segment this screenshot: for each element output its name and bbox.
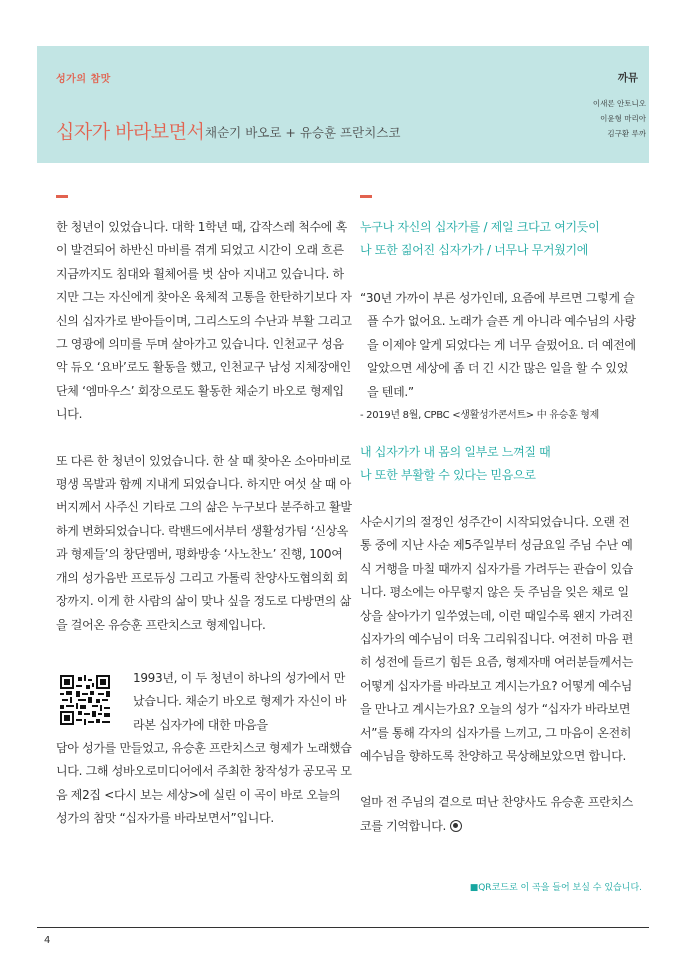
page-subtitle: 채순기 바오로 + 유승훈 프란치스코 — [205, 125, 401, 140]
header-banner — [37, 46, 649, 163]
lyric-excerpt-1 — [360, 216, 636, 263]
lyric-line: 나 또한 짊어진 십자가가 / 너무나 무거웠기에 — [360, 243, 589, 258]
credit-name: 이새론 안토니오 — [592, 99, 646, 108]
credits — [593, 96, 646, 141]
right-column-marker — [360, 195, 372, 198]
body-paragraph: 한 청년이 있었습니다. 대학 1학년 때, 갑작스레 척수에 혹이 발견되어 하반신 마비를 겪게 되었고 시간이 오래 흐른 지금까지도 침대와 휠체어를 벗 삼아 지내고 있습니다. 하지만 그는 자신에게 찾아온 육체적 고통을 한탄하기보다 자신의 십자가로 받아들이며, 그리스도의 수난과 부활 그리고 그 영광에 의미를 두며 살아가고 있습니다. 인천교구 성음악 듀오 ‘요바’로도 활동을 했고, 인천교구 남성 지체장애인단체 ‘엠마우스’ 회장으로도 활동한 채순기 바오로 형제입니다. — [56, 220, 352, 422]
ornament-icon — [450, 820, 462, 832]
lyric-line: 누구나 자신의 십자가를 / 제일 크다고 여기듯이 — [360, 220, 600, 234]
page-number: 4 — [44, 935, 51, 946]
left-column — [56, 216, 353, 637]
body-paragraph: 또 다른 한 청년이 있었습니다. 한 살 때 찾아온 소아마비로 평생 목발과 함께 지내게 되었습니다. 하지만 여섯 살 때 아버지께서 사주신 기타로 그의 삶은 누구보다 분주하고 활발하게 변화되었습니다. 락밴드에서부터 생활성가팀 ‘신상옥과 형제들’의 창단멤버, 평화방송 ‘사노찬노’ 진행, 100여 개의 성가음반 프로듀싱 그리고 가톨릭 찬양사도협의회 회장까지. 이게 한 사람의 삶이 맞나 싶을 정도로 다방면의 삶을 걸어온 유승훈 프란치스코 형제입니다. — [56, 453, 352, 632]
body-paragraph: 사순시기의 절정인 성주간이 시작되었습니다. 오랜 전통 중에 지난 사순 제5주일부터 성금요일 주님 수난 예식 거행을 마칠 때까지 십자가를 가려두는 관습이 있습니다. 평소에는 아무렇지 않은 듯 주님을 잊은 채로 일상을 살아가기 일쑤였는데, 이런 때일수록 왠지 가려진 십자가의 예수님이 더욱 그리워집니다. 여전히 마음 편히 성전에 들르기 힘든 요즘, 형제자매 여러분들께서는 어떻게 십자가를 바라보고 계시는가요? 어떻게 예수님을 만나고 계시는가요? 오늘의 성가 “십자가 바라보면서”를 통해 각자의 십자가를 느끼고, 그 마음이 온전히 예수님을 향하도록 찬양하고 묵상해보았으면 합니다. — [360, 515, 634, 764]
left-column-marker — [56, 195, 68, 198]
section-label: 성가의 참맛 — [56, 74, 111, 85]
quote-block — [360, 287, 636, 427]
lyric-excerpt-2 — [360, 441, 636, 488]
qr-note: ■QR코드로 이 곡을 들어 보실 수 있습니다. — [469, 883, 642, 893]
closing-text: 얼마 전 주님의 곁으로 떠난 찬양사도 유승훈 프란치스코를 기억합니다. — [360, 795, 634, 833]
quote-source: - 2019년 8월, CPBC <생활성가콘서트> 中 유승훈 형제 — [360, 410, 600, 422]
lyric-line: 내 십자가가 내 몸의 일부로 느껴질 때 — [360, 445, 551, 459]
qr-side-paragraph: 1993년, 이 두 청년이 하나의 성가에서 만났습니다. 채순기 바오로 형제가 자신이 바라본 십자가에 대한 마음을 — [133, 671, 347, 732]
footer-divider — [37, 927, 649, 928]
body-paragraph: 담아 성가를 만들었고, 유승훈 프란치스코 형제가 노래했습니다. 그해 성바오로미디어에서 주최한 창작성가 공모곡 모음 제2집 <다시 보는 세상>에 실린 이 곡이 바로 오늘의 성가의 참맛 “십자가를 바라보면서”입니다. — [56, 741, 352, 826]
brand-name: 까뮤 — [617, 72, 638, 84]
credit-name: 이윤형 마리아 — [600, 114, 646, 123]
lyric-line: 나 또한 부활할 수 있다는 믿음으로 — [360, 468, 536, 483]
right-body — [360, 511, 636, 838]
page-title: 십자가 바라보면서 — [56, 121, 205, 143]
credit-name: 김구환 루까 — [607, 129, 646, 138]
quote-text: “30년 가까이 부른 성가인데, 요즘에 부르면 그렇게 슬플 수가 없어요. 노래가 슬픈 게 아니라 예수님의 사랑을 이제야 알게 되었다는 게 너무 슬펐어요. 더 예전에 알았으면 세상에 좀 더 긴 시간 많은 일을 할 수 있었을 텐데.” — [360, 291, 636, 399]
body-paragraph — [360, 791, 636, 838]
qr-code-icon[interactable] — [60, 675, 110, 725]
